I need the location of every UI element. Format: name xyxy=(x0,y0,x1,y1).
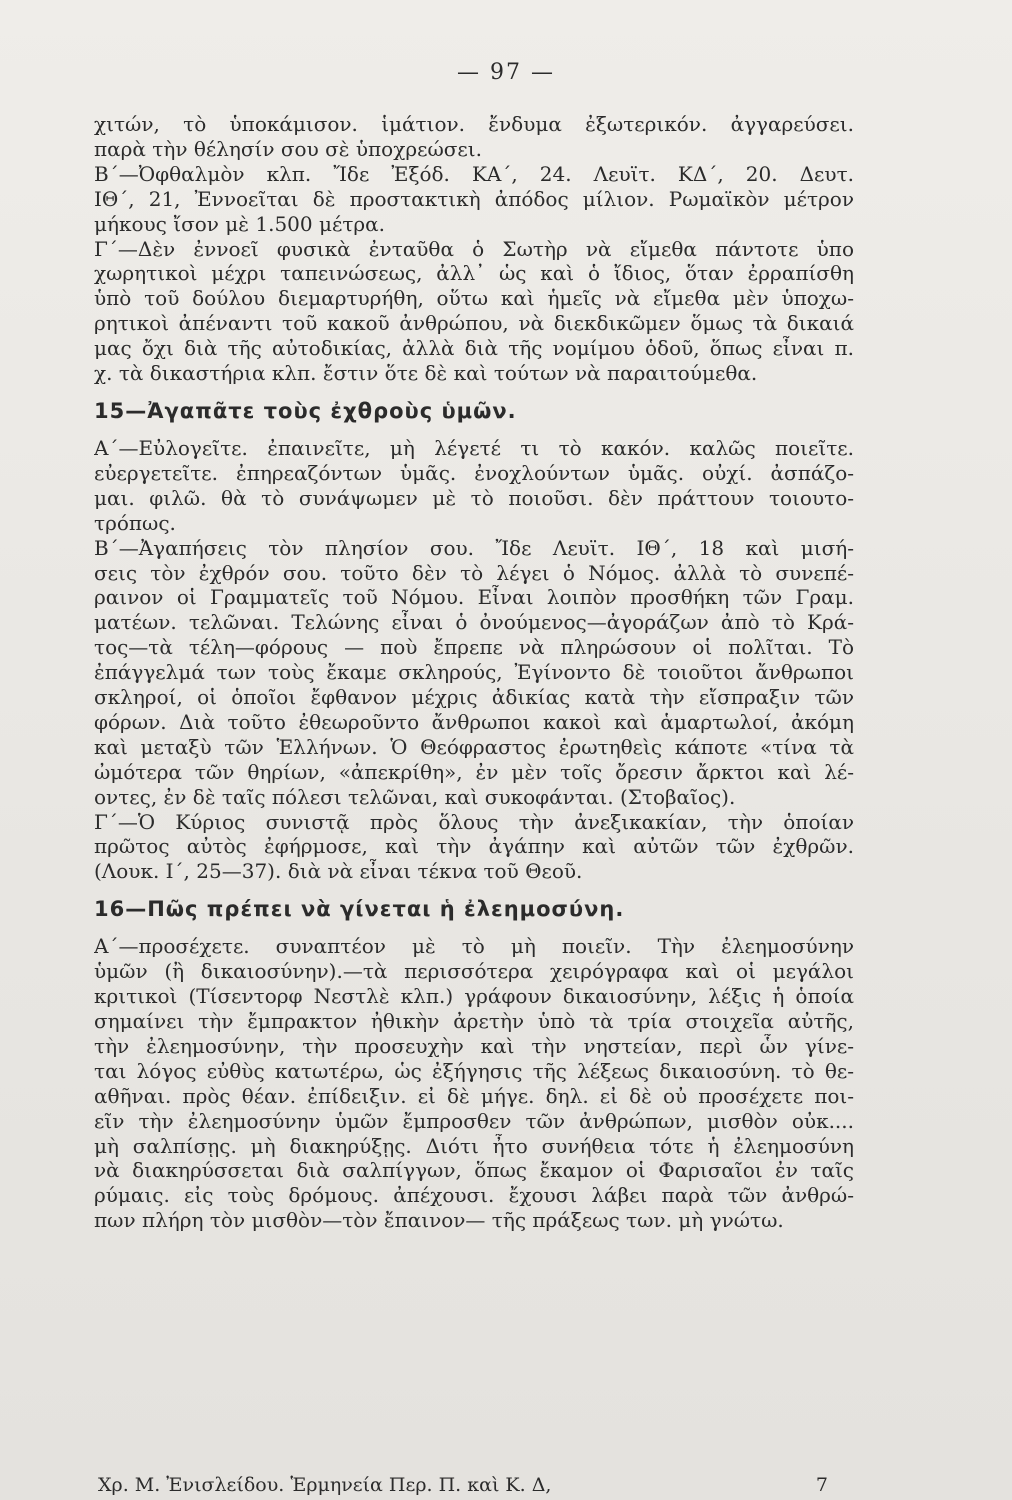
section-heading-15: 15—Ἀγαπᾶτε τοὺς ἐχθροὺς ὑμῶν. xyxy=(94,398,517,423)
text-line: χ. τὰ δικαστήρια κλπ. ἔστιν ὅτε δὲ καὶ τούτων νὰ παραιτούμεθα. xyxy=(94,361,758,386)
paragraph-block-b xyxy=(94,436,854,884)
text-line: τος—τὰ τέλη—φόρους — ποὺ ἔπρεπε νὰ πληρώσουν οἱ πολῖται. Τὸ xyxy=(94,635,854,660)
text-line: ραινον οἱ Γραμματεῖς τοῦ Νόμου. Εἶναι λοιπὸν προσθήκη τῶν Γραμ. xyxy=(94,585,854,610)
text-line: παρὰ τὴν θέλησίν σου σὲ ὑποχρεώσει. xyxy=(94,136,482,161)
page-body xyxy=(94,112,854,1233)
page-footer xyxy=(98,1474,828,1496)
page-number: — 97 — xyxy=(457,60,555,85)
text-line: Γ΄—Δὲν ἐννοεῖ φυσικὰ ἐνταῦθα ὁ Σωτὴρ νὰ εἴμεθα πάντοτε ὑπο xyxy=(94,236,854,261)
footer-sheet-number: 7 xyxy=(815,1474,828,1496)
text-line: ὑμῶν (ἢ δικαιοσύνην).—τὰ περισσότερα χειρόγραφα καὶ οἱ μεγάλοι xyxy=(94,959,854,984)
text-line: ὑπὸ τοῦ δούλου διεμαρτυρήθη, οὕτω καὶ ἡμεῖς νὰ εἴμεθα μὲν ὑποχω- xyxy=(94,286,854,311)
text-line: εὐεργετεῖτε. ἐπηρεαζόντων ὑμᾶς. ἐνοχλούντων ὑμᾶς. οὐχί. ἀσπάζο- xyxy=(94,460,854,485)
text-line: μὴ σαλπίσῃς. μὴ διακηρύξῃς. Διότι ἦτο συνήθεια τότε ἡ ἐλεημοσύνη xyxy=(94,1133,854,1158)
text-line: χωρητικοὶ μέχρι ταπεινώσεως, ἀλλ᾽ ὡς καὶ ὁ ἴδιος, ὅταν ἐρραπίσθη xyxy=(94,261,854,286)
text-line: σημαίνει τὴν ἔμπρακτον ἠθικὴν ἀρετὴν ὑπὸ τὰ τρία στοιχεῖα αὐτῆς, xyxy=(94,1009,854,1033)
text-line: οντες, ἐν δὲ ταῖς πόλεσι τελῶναι, καὶ συκοφάνται. (Στοβαῖος). xyxy=(94,784,736,809)
paragraph-block-c xyxy=(94,934,854,1233)
text-line: μαι. φιλῶ. θὰ τὸ συνάψωμεν μὲ τὸ ποιοῦσι. δὲν πράττουν τοιουτο- xyxy=(94,485,854,510)
text-line: Β΄—Ὀφθαλμὸν κλπ. Ἴδε Ἐξόδ. ΚΑ΄, 24. Λευϊτ. ΚΔ΄, 20. Δευτ. xyxy=(94,161,854,186)
text-line: Β΄—Ἀγαπήσεις τὸν πλησίον σου. Ἴδε Λευϊτ. ΙΘ΄, 18 καὶ μισή- xyxy=(94,535,854,560)
footer-signature: Χρ. Μ. Ἐνισλείδου. Ἑρμηνεία Περ. Π. καὶ Κ. Δ, xyxy=(98,1474,552,1496)
text-line: μήκους ἴσον μὲ 1.500 μέτρα. xyxy=(94,211,386,236)
text-line: ἐπάγγελμά των τοὺς ἔκαμε σκληρούς, Ἐγίνοντο δὲ τοιοῦτοι ἄνθρωποι xyxy=(94,660,854,685)
text-line: σεις τὸν ἐχθρόν σου. τοῦτο δὲν τὸ λέγει ὁ Νόμος. ἀλλὰ τὸ συνεπέ- xyxy=(94,560,854,585)
text-line: καὶ μεταξὺ τῶν Ἑλλήνων. Ὁ Θεόφραστος ἐρωτηθεὶς κάποτε «τίνα τὰ xyxy=(94,734,854,759)
text-line: Γ΄—Ὁ Κύριος συνιστᾷ πρὸς ὅλους τὴν ἀνεξικακίαν, τὴν ὁποίαν xyxy=(94,809,854,834)
text-line: ρητικοὶ ἀπέναντι τοῦ κακοῦ ἀνθρώπου, νὰ διεκδικῶμεν ὅμως τὰ δικαιά xyxy=(94,311,854,336)
text-line: ματέων. τελῶναι. Τελώνης εἶναι ὁ ὀνούμενος—ἀγοράζων ἀπὸ τὸ Κρά- xyxy=(94,610,854,635)
text-line: φόρων. Διὰ τοῦτο ἐθεωροῦντο ἄνθρωποι κακοὶ καὶ ἁμαρτωλοί, ἀκόμη xyxy=(94,709,854,734)
text-line: ὠμότερα τῶν θηρίων, «ἀπεκρίθη», ἐν μὲν τοῖς ὄρεσιν ἄρκτοι καὶ λέ- xyxy=(94,759,854,784)
text-line: τρόπως. xyxy=(94,510,176,535)
text-line: μας ὄχι διὰ τῆς αὐτοδικίας, ἀλλὰ διὰ τῆς νομίμου ὁδοῦ, ὅπως εἶναι π. xyxy=(94,336,854,361)
section-heading-16: 16—Πῶς πρέπει νὰ γίνεται ἡ ἐλεημοσύνη. xyxy=(94,897,625,922)
text-line: πρῶτος αὐτὸς ἐφήρμοσε, καὶ τὴν ἀγάπην καὶ αὐτῶν τῶν ἐχθρῶν. xyxy=(94,834,854,859)
text-line: νὰ διακηρύσσεται διὰ σαλπίγγων, ὅπως ἔκαμον οἱ Φαρισαῖοι ἐν ταῖς xyxy=(94,1158,854,1183)
text-line: ρύμαις. εἰς τοὺς δρόμους. ἀπέχουσι. ἔχουσι λάβει παρὰ τῶν ἀνθρώ- xyxy=(94,1183,854,1208)
text-line: Α΄—Εὐλογεῖτε. ἐπαινεῖτε, μὴ λέγετέ τι τὸ κακόν. καλῶς ποιεῖτε. xyxy=(94,435,854,460)
text-line: ΙΘ΄, 21, Ἐννοεῖται δὲ προστακτικὴ ἀπόδος μίλιον. Ρωμαϊκὸν μέτρον xyxy=(94,186,854,211)
text-line: τὴν ἐλεημοσύνην, τὴν προσευχὴν καὶ τὴν νηστείαν, περὶ ὧν γίνε- xyxy=(94,1033,854,1058)
text-line: πων πλήρη τὸν μισθὸν—τὸν ἔπαινον— τῆς πράξεως των. μὴ γνώτω. xyxy=(94,1208,784,1233)
paragraph-block-a xyxy=(94,112,854,386)
text-line: αθῆναι. πρὸς θέαν. ἐπίδειξιν. εἰ δὲ μήγε. δηλ. εἰ δὲ οὐ προσέχετε ποι- xyxy=(94,1083,854,1108)
text-line: κριτικοὶ (Τίσεντορφ Νεστλὲ κλπ.) γράφουν δικαιοσύνην, λέξις ἡ ὁποία xyxy=(94,984,854,1009)
text-line: σκληροί, οἱ ὁποῖοι ἔφθανον μέχρις ἀδικίας κατὰ τὴν εἴσπραξιν τῶν xyxy=(94,685,854,710)
text-line: Α΄—προσέχετε. συναπτέον μὲ τὸ μὴ ποιεῖν. Τὴν ἐλεημοσύνην xyxy=(94,934,854,959)
text-line: εῖν τὴν ἐλεημοσύνην ὑμῶν ἔμπροσθεν τῶν ἀνθρώπων, μισθὸν οὐκ.... xyxy=(94,1108,854,1133)
text-line: (Λουκ. Ι΄, 25—37). διὰ νὰ εἶναι τέκνα τοῦ Θεοῦ. xyxy=(94,859,583,884)
text-line: ται λόγος εὐθὺς κατωτέρω, ὡς ἐξήγησις τῆς λέξεως δικαιοσύνη. τὸ θε- xyxy=(94,1058,854,1083)
text-line: χιτών, τὸ ὑποκάμισον. ἱμάτιον. ἔνδυμα ἐξωτερικόν. ἀγγαρεύσει. xyxy=(94,112,854,136)
